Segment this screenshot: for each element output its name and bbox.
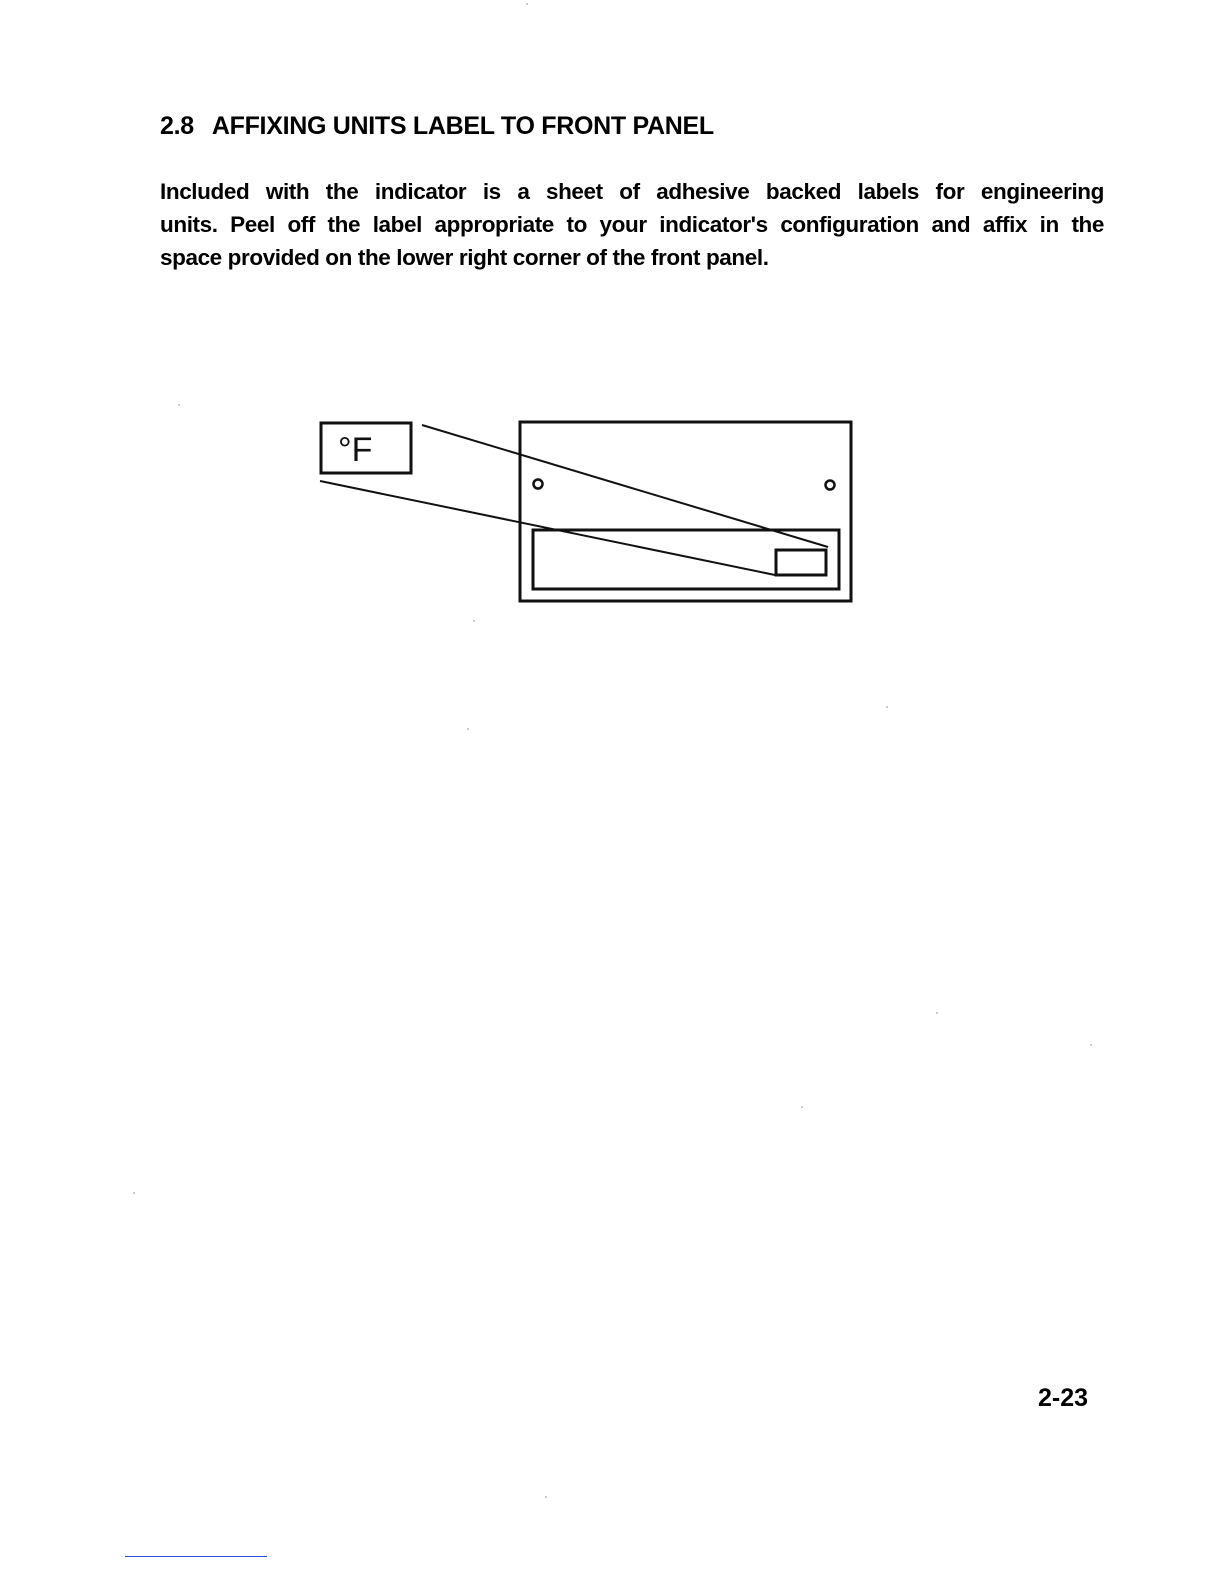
mounting-hole-left	[534, 480, 543, 489]
front-panel-label-diagram	[300, 405, 880, 620]
scan-speck	[936, 1012, 938, 1014]
scan-speck	[467, 728, 469, 730]
section-heading	[160, 112, 714, 141]
scan-speck	[801, 1106, 803, 1108]
units-label-text: °F	[338, 431, 373, 469]
scan-speck	[1090, 1044, 1092, 1046]
scan-speck	[886, 706, 888, 708]
section-number: 2.8	[160, 112, 194, 140]
scan-speck	[545, 1496, 547, 1498]
scan-speck	[133, 1192, 135, 1194]
paragraph-line: units. Peel off the label appropriate to your indicator's configuration and affix in the	[160, 212, 1104, 237]
paragraph-line: Included with the indicator is a sheet of adhesive backed labels for engineering	[160, 179, 1104, 204]
footer-rule	[125, 1556, 267, 1557]
scan-speck	[526, 3, 528, 5]
page-number: 2-23	[1038, 1384, 1089, 1412]
scan-speck	[473, 620, 475, 622]
instruction-paragraph	[160, 175, 1104, 274]
mounting-hole-right	[826, 481, 835, 490]
display-window	[533, 530, 839, 589]
scan-speck	[178, 404, 180, 406]
section-title: AFFIXING UNITS LABEL TO FRONT PANEL	[211, 112, 714, 140]
paragraph-line: space provided on the lower right corner of the front panel.	[160, 245, 769, 270]
projection-line-bottom	[320, 481, 775, 575]
label-target-space	[776, 550, 826, 575]
